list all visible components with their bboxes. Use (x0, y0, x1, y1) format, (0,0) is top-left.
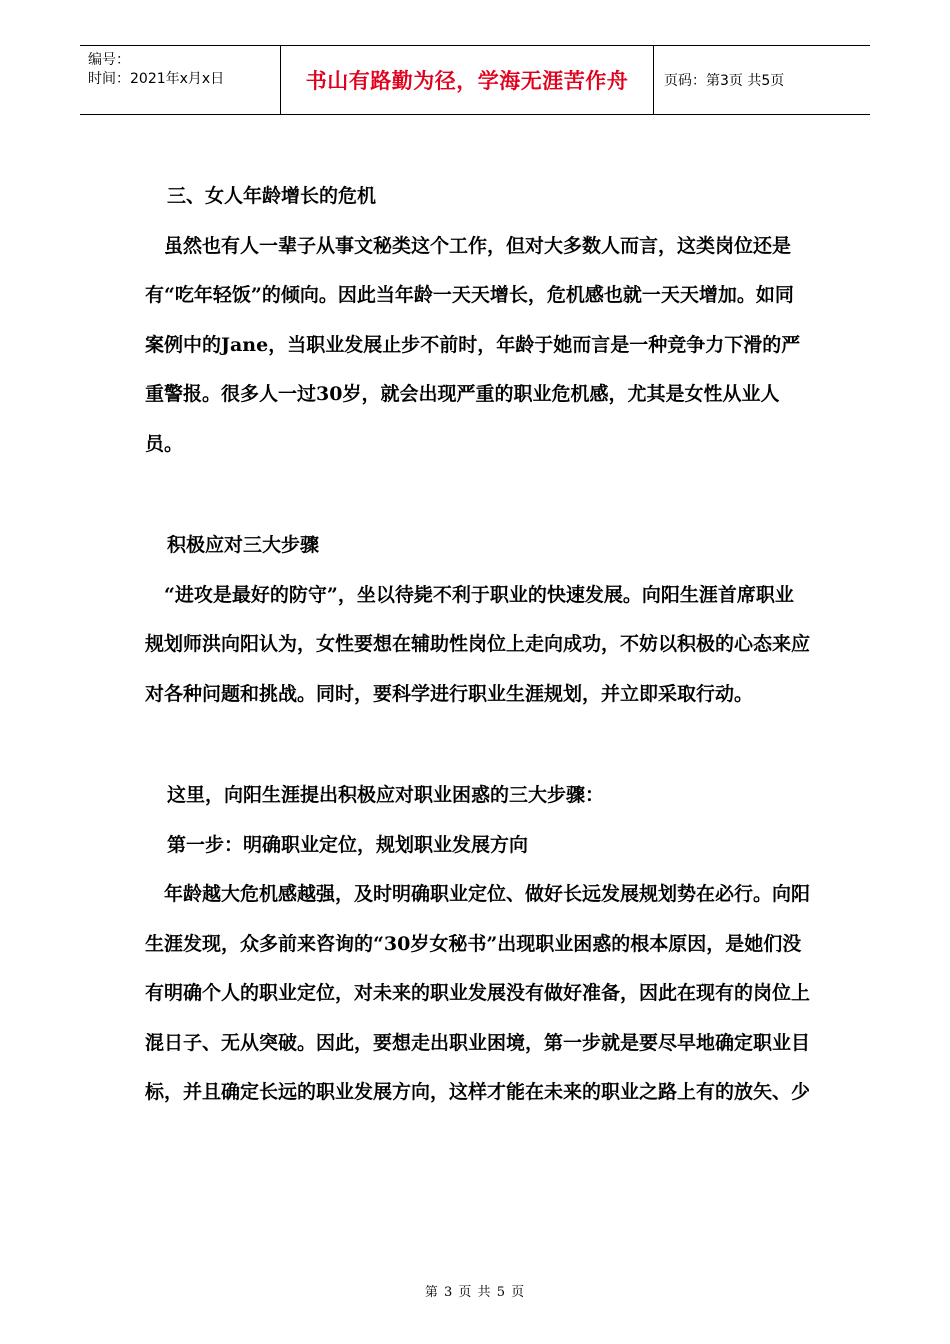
steps-intro: 这里，向阳生涯提出积极应对职业困惑的三大步骤： (167, 784, 605, 806)
document-time-label: 时间：2021年x月x日 (88, 71, 225, 87)
paragraph-crisis: 虽然也有人一辈子从事文秘类这个工作，但对大多数人而言，这类岗位还是有“吃年轻饭”的倾向。因此当年龄一天天增长，危机感也就一天天增加。如同案例中的Jane，当职业发展止步不前时，年龄于她而言是一种竞争力下滑的严重警报。很多人一过30岁，就会出现严重的职业危机感，尤其是女性从业人员。 (145, 234, 801, 455)
page-footer: 第 3 页 共 5 页 (424, 1285, 526, 1300)
paragraph-proactive: “进攻是最好的防守”，坐以待毙不利于职业的快速发展。向阳生涯首席职业规划师洪向阳认为，女性要想在辅助性岗位上走向成功，不妨以积极的心态来应对各种问题和挑战。同时，要科学进行职业生涯规划，并立即采取行动。 (145, 583, 811, 705)
header-meta (80, 46, 281, 114)
document-header (80, 45, 870, 115)
subheading-three-steps: 积极应对三大步骤 (167, 534, 320, 556)
document-number-label: 编号： (88, 52, 130, 68)
step1-heading: 第一步：明确职业定位，规划职业发展方向 (167, 833, 529, 856)
document-body (145, 172, 810, 1118)
header-motto: 书山有路勤为径，学海无涯苦作舟 (281, 46, 654, 114)
section-heading: 三、女人年龄增长的危机 (167, 185, 377, 207)
paragraph-step1: 年龄越大危机感越强，及时明确职业定位、做好长远发展规划势在必行。向阳生涯发现，众多前来咨询的“30岁女秘书”出现职业困惑的根本原因，是她们没有明确个人的职业定位，对未来的职业发展没有做好准备，因此在现有的岗位上混日子、无从突破。因此，要想走出职业困境，第一步就是要尽早地确定职业目标，并且确定长远的职业发展方向，这样才能在未来的职业之路上有的放矢、少 (145, 883, 811, 1103)
header-page-label: 页码：第3页 共5页 (664, 73, 785, 89)
